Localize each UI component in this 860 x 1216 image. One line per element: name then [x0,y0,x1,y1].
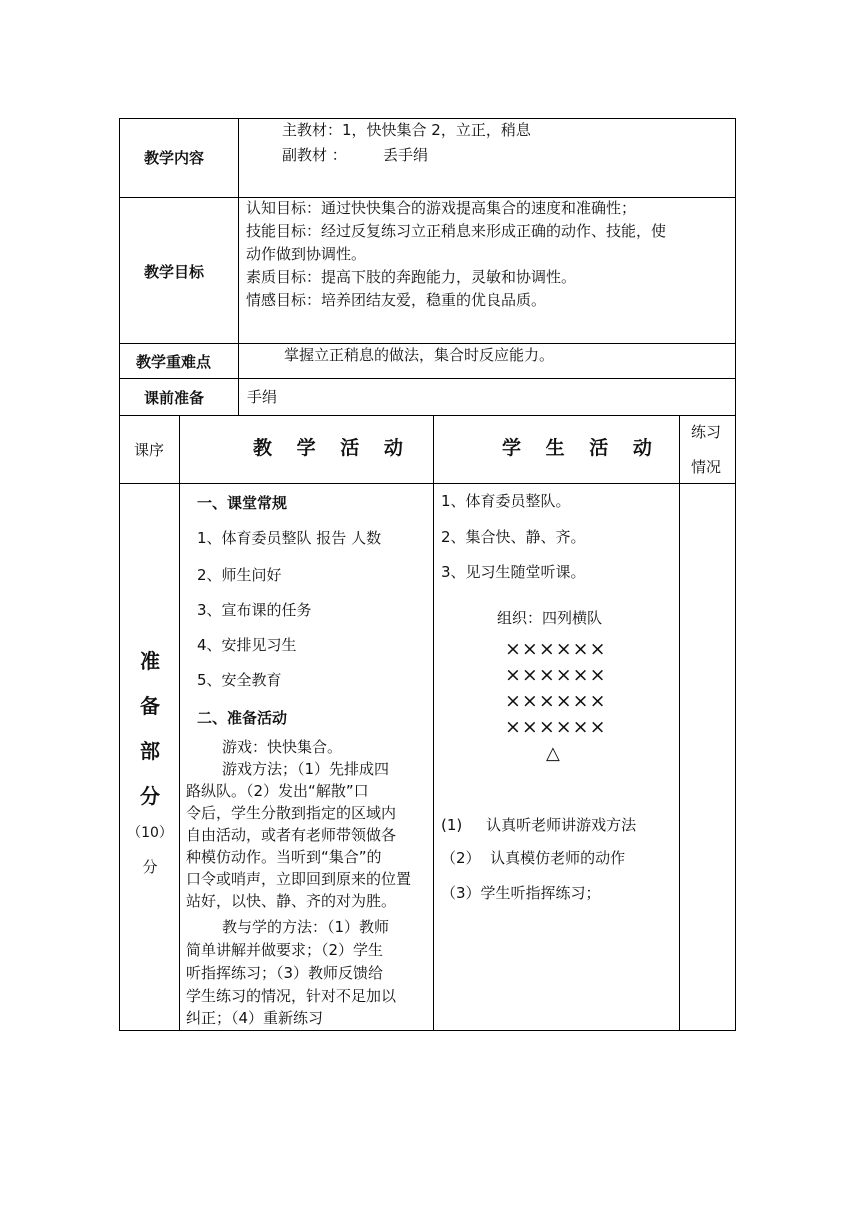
student-org-label: 组织：四列横队 [497,609,603,627]
teacher-method-line: 游戏方法；（1）先排成四 [222,760,390,778]
row-divider-difficulty [119,378,736,379]
section-duration-unit: 分 [142,858,158,876]
teacher-method-line: 种模仿动作。当听到“集合”的 [186,848,382,866]
teacher-position-triangle: △ [546,743,560,764]
goal-line: 动作做到协调性。 [246,245,367,263]
table-border-top [119,118,736,119]
header-student-activities: 学 生 活 动 [502,437,661,459]
difficulty-text: 掌握立正稍息的做法，集合时反应能力。 [284,346,555,364]
content-sub-value: 丢手绢 [383,146,429,164]
goal-line: 技能目标：经过反复练习立正稍息来形成正确的动作、技能，使 [246,222,667,240]
teacher-routine-item: 1、体育委员整队 报告 人数 [197,529,382,547]
formation-row: ×××××× [505,664,607,686]
formation-row: ×××××× [505,638,607,660]
student-item: 2、集合快、静、齐。 [441,528,586,546]
header-teaching-activities: 教 学 活 动 [253,437,412,459]
student-activity-item: （2） 认真模仿老师的动作 [441,849,626,867]
content-sub-label: 副教材 ： [282,146,347,164]
section-char: 部 [140,739,160,763]
content-row-label: 教学内容 [144,149,205,167]
goal-line: 素质目标：提高下肢的奔跑能力，灵敏和协调性。 [246,268,577,286]
student-item: 3、见习生随堂听课。 [441,563,586,581]
student-activity-item: （3）学生听指挥练习； [441,884,601,902]
formation-row: ×××××× [505,690,607,712]
content-main-text: 主教材：1，快快集合 2，立正，稍息 [282,121,531,139]
row-divider-header [119,483,736,484]
teacher-method-line: 自由活动，或者有老师带领做各 [186,826,397,844]
teacher-heading-routine: 一、课堂常规 [197,494,288,512]
teacher-method-line: 口令或哨声，立即回到原来的位置 [186,870,412,888]
teacher-teach-line: 简单讲解并做要求；（2）学生 [186,941,384,959]
formation-row: ×××××× [505,716,607,738]
teacher-teach-line: 教与学的方法：（1）教师 [222,918,390,936]
prep-row-label: 课前准备 [144,389,205,407]
teacher-method-line: 站好，以快、静、齐的对为胜。 [186,892,397,910]
table-border-left [119,118,120,1031]
teacher-heading-warmup: 二、准备活动 [197,709,288,727]
col-divider-practice [679,415,680,1031]
section-char: 分 [140,784,160,808]
teacher-method-line: 路纵队。（2）发出“解散”口 [186,782,369,800]
teacher-teach-line: 学生练习的情况，针对不足加以 [186,987,397,1005]
row-divider-goals [119,343,736,344]
header-practice-line1: 练习 [691,423,722,441]
prep-text: 手绢 [247,388,278,406]
teacher-teach-line: 听指挥练习；（3）教师反馈给 [186,964,384,982]
student-item: 1、体育委员整队。 [441,492,571,510]
col-divider-activities [433,415,434,1031]
goal-line: 认知目标：通过快快集合的游戏提高集合的速度和准确性； [246,199,637,217]
goal-line: 情感目标：培养团结友爱，稳重的优良品质。 [246,291,547,309]
teacher-game-name: 游戏：快快集合。 [222,738,343,756]
teacher-method-line: 令后，学生分散到指定的区域内 [186,804,397,822]
table-border-bottom [119,1030,736,1031]
header-practice-line2: 情况 [691,458,722,476]
section-char: 备 [140,694,160,718]
row-divider-prep [119,415,736,416]
teacher-routine-item: 4、安排见习生 [197,636,297,654]
header-order: 课序 [134,441,165,459]
section-char: 准 [140,649,160,673]
teacher-teach-line: 纠正；（4）重新练习 [186,1009,324,1027]
teacher-routine-item: 3、宣布课的任务 [197,601,312,619]
table-border-right [735,118,736,1031]
student-activity-item: (1) 认真听老师讲游戏方法 [441,816,637,834]
col-divider-label [238,118,239,197]
section-duration: （10） [127,825,173,841]
teacher-routine-item: 2、师生问好 [197,566,282,584]
col-divider-section [179,415,180,1031]
goals-row-label: 教学目标 [144,263,205,281]
teacher-routine-item: 5、安全教育 [197,671,282,689]
difficulty-row-label: 教学重难点 [136,353,212,371]
col-divider-label [238,197,239,415]
